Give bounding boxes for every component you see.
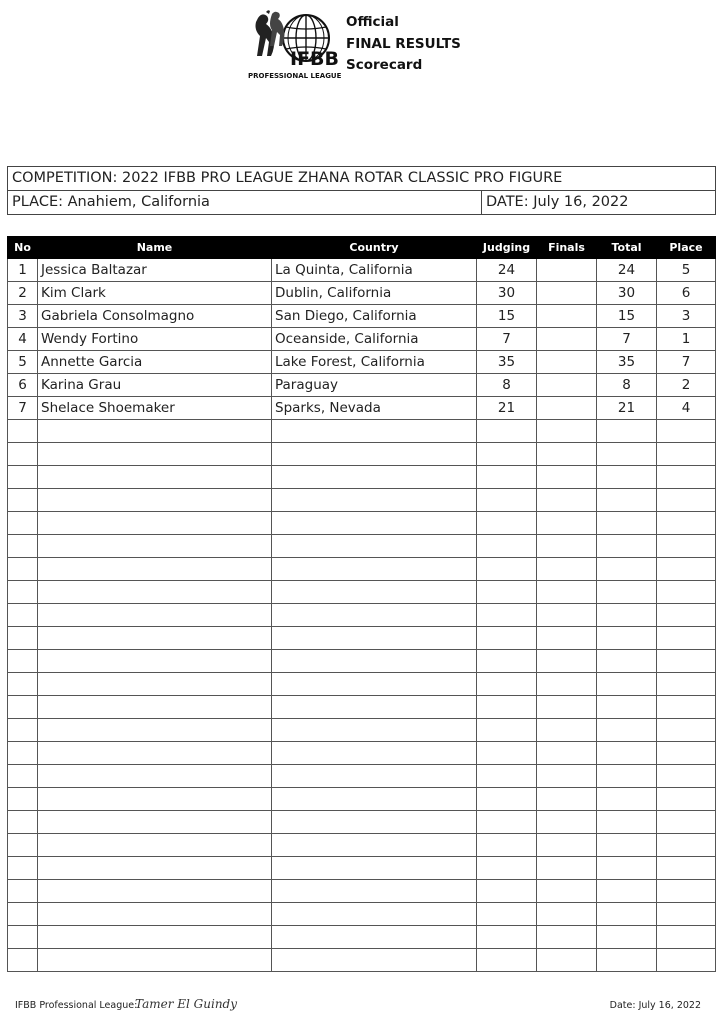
empty-cell bbox=[597, 627, 657, 650]
empty-cell bbox=[8, 949, 38, 972]
table-row bbox=[8, 259, 716, 282]
empty-cell bbox=[8, 420, 38, 443]
empty-cell bbox=[8, 788, 38, 811]
column-header: Name bbox=[38, 237, 272, 259]
empty-cell bbox=[537, 466, 597, 489]
empty-cell bbox=[657, 765, 716, 788]
empty-cell bbox=[597, 443, 657, 466]
empty-table-row bbox=[8, 765, 716, 788]
empty-cell bbox=[8, 834, 38, 857]
empty-cell bbox=[272, 719, 477, 742]
empty-cell bbox=[8, 673, 38, 696]
empty-cell bbox=[272, 558, 477, 581]
empty-cell bbox=[597, 719, 657, 742]
logo-professional-league-text: PROFESSIONAL LEAGUE bbox=[248, 72, 342, 80]
empty-cell bbox=[597, 650, 657, 673]
empty-cell bbox=[537, 535, 597, 558]
empty-cell bbox=[477, 811, 537, 834]
table-row bbox=[8, 351, 716, 374]
empty-cell bbox=[38, 604, 272, 627]
cell-judging: 35 bbox=[477, 351, 537, 374]
cell-total: 21 bbox=[597, 397, 657, 420]
cell-total: 35 bbox=[597, 351, 657, 374]
empty-cell bbox=[477, 466, 537, 489]
empty-cell bbox=[657, 673, 716, 696]
empty-cell bbox=[537, 604, 597, 627]
table-row bbox=[8, 374, 716, 397]
cell-total: 15 bbox=[597, 305, 657, 328]
empty-cell bbox=[8, 466, 38, 489]
cell-judging: 24 bbox=[477, 259, 537, 282]
empty-cell bbox=[537, 443, 597, 466]
cell-name: Karina Grau bbox=[38, 374, 272, 397]
empty-table-row bbox=[8, 650, 716, 673]
title-line-scorecard: Scorecard bbox=[346, 57, 423, 73]
empty-cell bbox=[657, 926, 716, 949]
empty-cell bbox=[537, 949, 597, 972]
empty-table-row bbox=[8, 811, 716, 834]
empty-cell bbox=[477, 742, 537, 765]
empty-cell bbox=[272, 627, 477, 650]
empty-cell bbox=[8, 604, 38, 627]
cell-finals bbox=[537, 328, 597, 351]
empty-cell bbox=[537, 834, 597, 857]
empty-cell bbox=[537, 673, 597, 696]
empty-cell bbox=[597, 512, 657, 535]
empty-cell bbox=[272, 443, 477, 466]
empty-cell bbox=[657, 581, 716, 604]
empty-cell bbox=[477, 673, 537, 696]
empty-cell bbox=[272, 788, 477, 811]
empty-cell bbox=[537, 650, 597, 673]
empty-cell bbox=[537, 926, 597, 949]
empty-table-row bbox=[8, 489, 716, 512]
empty-cell bbox=[657, 535, 716, 558]
cell-no: 2 bbox=[8, 282, 38, 305]
cell-name: Wendy Fortino bbox=[38, 328, 272, 351]
empty-cell bbox=[38, 788, 272, 811]
cell-finals bbox=[537, 282, 597, 305]
empty-cell bbox=[272, 765, 477, 788]
empty-cell bbox=[477, 926, 537, 949]
empty-cell bbox=[477, 788, 537, 811]
empty-cell bbox=[657, 719, 716, 742]
empty-cell bbox=[272, 742, 477, 765]
column-header: Total bbox=[597, 237, 657, 259]
cell-no: 6 bbox=[8, 374, 38, 397]
cell-finals bbox=[537, 397, 597, 420]
empty-cell bbox=[657, 420, 716, 443]
empty-cell bbox=[38, 650, 272, 673]
cell-finals bbox=[537, 374, 597, 397]
empty-cell bbox=[8, 742, 38, 765]
globe-logo-icon bbox=[244, 6, 344, 82]
empty-cell bbox=[597, 581, 657, 604]
empty-cell bbox=[537, 857, 597, 880]
empty-table-row bbox=[8, 857, 716, 880]
empty-cell bbox=[8, 558, 38, 581]
results-body bbox=[8, 259, 716, 972]
footer-league-label: IFBB Professional League: bbox=[15, 1000, 138, 1011]
empty-cell bbox=[597, 949, 657, 972]
empty-cell bbox=[477, 903, 537, 926]
empty-cell bbox=[477, 512, 537, 535]
empty-cell bbox=[477, 650, 537, 673]
empty-cell bbox=[477, 420, 537, 443]
empty-cell bbox=[477, 719, 537, 742]
empty-cell bbox=[477, 443, 537, 466]
cell-place: 1 bbox=[657, 328, 716, 351]
column-header: Finals bbox=[537, 237, 597, 259]
empty-cell bbox=[537, 788, 597, 811]
empty-cell bbox=[537, 903, 597, 926]
empty-cell bbox=[8, 650, 38, 673]
empty-cell bbox=[38, 696, 272, 719]
empty-cell bbox=[537, 627, 597, 650]
table-row bbox=[8, 282, 716, 305]
cell-name: Gabriela Consolmagno bbox=[38, 305, 272, 328]
empty-cell bbox=[477, 627, 537, 650]
empty-cell bbox=[38, 765, 272, 788]
cell-place: 6 bbox=[657, 282, 716, 305]
cell-place: 7 bbox=[657, 351, 716, 374]
scorecard-title bbox=[346, 12, 461, 77]
empty-table-row bbox=[8, 558, 716, 581]
empty-cell bbox=[8, 489, 38, 512]
cell-no: 3 bbox=[8, 305, 38, 328]
empty-table-row bbox=[8, 719, 716, 742]
empty-cell bbox=[597, 903, 657, 926]
empty-cell bbox=[38, 719, 272, 742]
empty-cell bbox=[597, 558, 657, 581]
competition-row bbox=[8, 167, 715, 190]
empty-cell bbox=[657, 949, 716, 972]
empty-cell bbox=[657, 903, 716, 926]
empty-table-row bbox=[8, 443, 716, 466]
empty-cell bbox=[597, 811, 657, 834]
cell-place: 4 bbox=[657, 397, 716, 420]
empty-cell bbox=[272, 581, 477, 604]
empty-table-row bbox=[8, 834, 716, 857]
column-header: No bbox=[8, 237, 38, 259]
title-line-final-results: FINAL RESULTS bbox=[346, 35, 461, 52]
empty-cell bbox=[38, 811, 272, 834]
empty-cell bbox=[8, 512, 38, 535]
empty-cell bbox=[537, 880, 597, 903]
cell-name: Kim Clark bbox=[38, 282, 272, 305]
empty-cell bbox=[272, 466, 477, 489]
cell-country: Dublin, California bbox=[272, 282, 477, 305]
cell-country: Lake Forest, California bbox=[272, 351, 477, 374]
empty-cell bbox=[597, 489, 657, 512]
empty-cell bbox=[477, 535, 537, 558]
empty-cell bbox=[657, 466, 716, 489]
table-row bbox=[8, 328, 716, 351]
empty-cell bbox=[537, 558, 597, 581]
competition-name: COMPETITION: 2022 IFBB PRO LEAGUE ZHANA ROTAR CLASSIC PRO FIGURE bbox=[12, 170, 563, 186]
empty-cell bbox=[657, 788, 716, 811]
empty-cell bbox=[38, 489, 272, 512]
empty-table-row bbox=[8, 903, 716, 926]
empty-cell bbox=[597, 765, 657, 788]
cell-judging: 21 bbox=[477, 397, 537, 420]
competition-place: PLACE: Anahiem, California bbox=[8, 191, 482, 214]
empty-cell bbox=[272, 696, 477, 719]
empty-cell bbox=[657, 443, 716, 466]
column-header: Country bbox=[272, 237, 477, 259]
empty-cell bbox=[537, 512, 597, 535]
empty-cell bbox=[597, 673, 657, 696]
empty-cell bbox=[657, 811, 716, 834]
empty-cell bbox=[537, 420, 597, 443]
empty-cell bbox=[272, 535, 477, 558]
cell-name: Shelace Shoemaker bbox=[38, 397, 272, 420]
empty-cell bbox=[272, 926, 477, 949]
empty-cell bbox=[38, 742, 272, 765]
empty-cell bbox=[272, 512, 477, 535]
empty-cell bbox=[477, 489, 537, 512]
empty-cell bbox=[537, 581, 597, 604]
cell-total: 30 bbox=[597, 282, 657, 305]
cell-country: Paraguay bbox=[272, 374, 477, 397]
cell-judging: 8 bbox=[477, 374, 537, 397]
empty-cell bbox=[477, 558, 537, 581]
footer-signature: Tamer El Guindy bbox=[135, 997, 238, 1011]
empty-table-row bbox=[8, 949, 716, 972]
empty-cell bbox=[537, 765, 597, 788]
empty-cell bbox=[272, 811, 477, 834]
empty-cell bbox=[8, 581, 38, 604]
empty-table-row bbox=[8, 512, 716, 535]
cell-name: Annette Garcia bbox=[38, 351, 272, 374]
table-row bbox=[8, 305, 716, 328]
empty-cell bbox=[537, 811, 597, 834]
empty-cell bbox=[38, 466, 272, 489]
empty-cell bbox=[477, 604, 537, 627]
empty-table-row bbox=[8, 880, 716, 903]
empty-cell bbox=[477, 949, 537, 972]
table-header-row bbox=[8, 237, 716, 259]
column-header: Judging bbox=[477, 237, 537, 259]
empty-cell bbox=[38, 535, 272, 558]
cell-judging: 15 bbox=[477, 305, 537, 328]
empty-cell bbox=[597, 880, 657, 903]
cell-country: La Quinta, California bbox=[272, 259, 477, 282]
empty-cell bbox=[272, 420, 477, 443]
empty-cell bbox=[272, 650, 477, 673]
footer bbox=[15, 997, 705, 1017]
cell-no: 7 bbox=[8, 397, 38, 420]
cell-judging: 7 bbox=[477, 328, 537, 351]
cell-finals bbox=[537, 351, 597, 374]
empty-cell bbox=[657, 834, 716, 857]
competition-date: DATE: July 16, 2022 bbox=[486, 194, 629, 210]
empty-cell bbox=[38, 949, 272, 972]
empty-cell bbox=[8, 926, 38, 949]
empty-cell bbox=[657, 558, 716, 581]
empty-cell bbox=[657, 512, 716, 535]
empty-cell bbox=[38, 857, 272, 880]
empty-cell bbox=[597, 857, 657, 880]
empty-cell bbox=[38, 627, 272, 650]
footer-date: Date: July 16, 2022 bbox=[609, 1000, 701, 1011]
empty-cell bbox=[597, 420, 657, 443]
empty-table-row bbox=[8, 627, 716, 650]
empty-table-row bbox=[8, 926, 716, 949]
empty-cell bbox=[657, 696, 716, 719]
empty-table-row bbox=[8, 466, 716, 489]
empty-cell bbox=[477, 834, 537, 857]
empty-cell bbox=[477, 765, 537, 788]
empty-table-row bbox=[8, 673, 716, 696]
cell-country: Oceanside, California bbox=[272, 328, 477, 351]
title-line-official: Official bbox=[346, 14, 399, 30]
cell-total: 24 bbox=[597, 259, 657, 282]
empty-cell bbox=[597, 788, 657, 811]
empty-table-row bbox=[8, 696, 716, 719]
cell-name: Jessica Baltazar bbox=[38, 259, 272, 282]
empty-table-row bbox=[8, 788, 716, 811]
empty-cell bbox=[537, 696, 597, 719]
empty-cell bbox=[272, 489, 477, 512]
empty-cell bbox=[8, 535, 38, 558]
cell-total: 7 bbox=[597, 328, 657, 351]
empty-cell bbox=[38, 512, 272, 535]
empty-table-row bbox=[8, 535, 716, 558]
empty-cell bbox=[272, 604, 477, 627]
empty-cell bbox=[597, 926, 657, 949]
empty-cell bbox=[8, 880, 38, 903]
empty-cell bbox=[537, 489, 597, 512]
empty-cell bbox=[272, 673, 477, 696]
cell-finals bbox=[537, 259, 597, 282]
empty-cell bbox=[272, 903, 477, 926]
empty-cell bbox=[38, 880, 272, 903]
empty-cell bbox=[8, 903, 38, 926]
empty-cell bbox=[477, 696, 537, 719]
empty-cell bbox=[657, 880, 716, 903]
empty-cell bbox=[597, 535, 657, 558]
empty-cell bbox=[8, 696, 38, 719]
empty-cell bbox=[657, 742, 716, 765]
results-table bbox=[7, 236, 716, 972]
empty-cell bbox=[477, 857, 537, 880]
cell-judging: 30 bbox=[477, 282, 537, 305]
empty-cell bbox=[38, 558, 272, 581]
empty-cell bbox=[8, 719, 38, 742]
empty-cell bbox=[597, 696, 657, 719]
empty-cell bbox=[38, 581, 272, 604]
empty-cell bbox=[272, 949, 477, 972]
empty-cell bbox=[477, 581, 537, 604]
empty-cell bbox=[38, 834, 272, 857]
empty-cell bbox=[597, 742, 657, 765]
empty-cell bbox=[597, 834, 657, 857]
cell-total: 8 bbox=[597, 374, 657, 397]
empty-table-row bbox=[8, 604, 716, 627]
cell-no: 5 bbox=[8, 351, 38, 374]
empty-cell bbox=[38, 420, 272, 443]
cell-no: 4 bbox=[8, 328, 38, 351]
empty-cell bbox=[38, 673, 272, 696]
empty-cell bbox=[272, 880, 477, 903]
cell-place: 3 bbox=[657, 305, 716, 328]
empty-table-row bbox=[8, 420, 716, 443]
empty-cell bbox=[272, 857, 477, 880]
empty-cell bbox=[38, 926, 272, 949]
empty-cell bbox=[537, 742, 597, 765]
cell-finals bbox=[537, 305, 597, 328]
empty-table-row bbox=[8, 742, 716, 765]
empty-table-row bbox=[8, 581, 716, 604]
competition-info-box bbox=[7, 166, 716, 215]
empty-cell bbox=[8, 443, 38, 466]
empty-cell bbox=[657, 627, 716, 650]
cell-country: Sparks, Nevada bbox=[272, 397, 477, 420]
empty-cell bbox=[657, 604, 716, 627]
empty-cell bbox=[38, 903, 272, 926]
empty-cell bbox=[272, 834, 477, 857]
cell-no: 1 bbox=[8, 259, 38, 282]
empty-cell bbox=[8, 627, 38, 650]
empty-cell bbox=[8, 857, 38, 880]
empty-cell bbox=[8, 765, 38, 788]
empty-cell bbox=[477, 880, 537, 903]
empty-cell bbox=[657, 489, 716, 512]
table-row bbox=[8, 397, 716, 420]
empty-cell bbox=[657, 650, 716, 673]
cell-country: San Diego, California bbox=[272, 305, 477, 328]
place-date-row bbox=[8, 190, 715, 214]
empty-cell bbox=[597, 466, 657, 489]
empty-cell bbox=[537, 719, 597, 742]
empty-cell bbox=[8, 811, 38, 834]
logo-ifbb-text: IFBB bbox=[290, 48, 340, 70]
empty-cell bbox=[657, 857, 716, 880]
cell-place: 5 bbox=[657, 259, 716, 282]
ifbb-logo bbox=[244, 6, 344, 82]
empty-cell bbox=[38, 443, 272, 466]
cell-place: 2 bbox=[657, 374, 716, 397]
empty-cell bbox=[597, 604, 657, 627]
column-header: Place bbox=[657, 237, 716, 259]
